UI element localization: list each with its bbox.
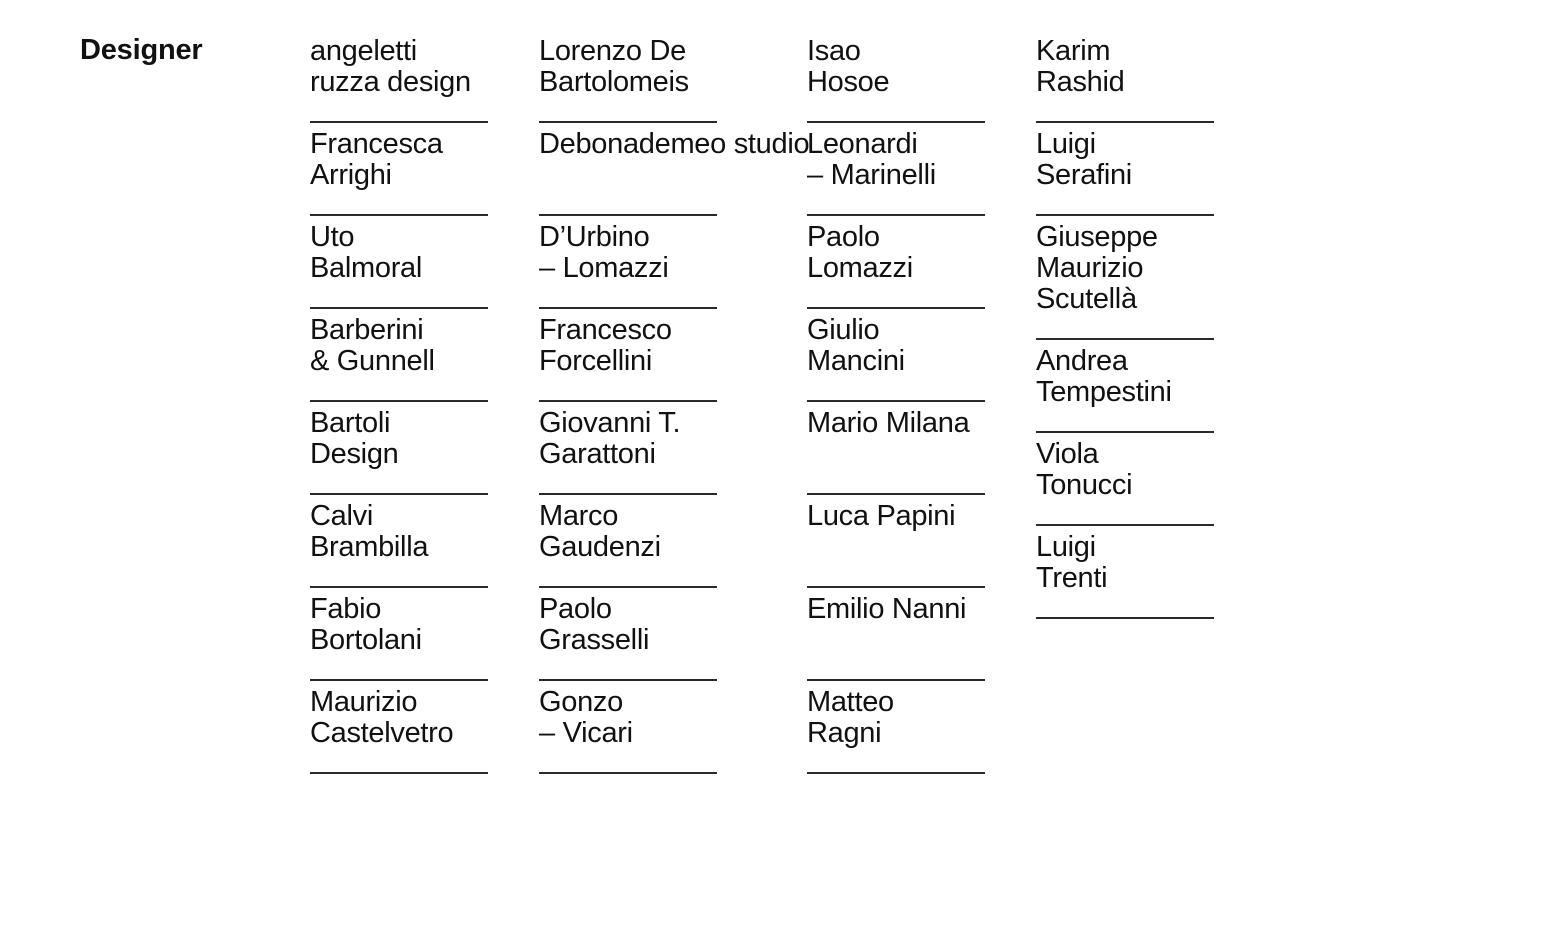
designer-name: Leonardi – Marinelli	[807, 128, 936, 191]
designer-name: Barberini & Gunnell	[310, 314, 435, 377]
designer-link[interactable]	[807, 129, 985, 216]
designer-link[interactable]	[807, 222, 985, 309]
designer-link[interactable]	[539, 408, 717, 495]
designer-name: Giulio Mancini	[807, 314, 905, 377]
designer-link[interactable]	[807, 687, 985, 774]
designer-link[interactable]	[310, 36, 488, 123]
designer-link[interactable]	[539, 687, 717, 774]
designer-name: Andrea Tempestini	[1036, 345, 1172, 408]
designer-link[interactable]	[1036, 222, 1214, 340]
designer-name: Giovanni T. Garattoni	[539, 407, 681, 470]
designer-name: Matteo Ragni	[807, 686, 894, 749]
designer-link[interactable]	[310, 315, 488, 402]
designer-name: Marco Gaudenzi	[539, 500, 661, 563]
designer-name: Debonademeo studio	[539, 128, 810, 160]
designer-link[interactable]	[807, 408, 985, 495]
designer-link[interactable]	[310, 594, 488, 681]
designer-link[interactable]	[1036, 36, 1214, 123]
designer-name: Lorenzo De Bartolomeis	[539, 35, 689, 98]
designer-name: Gonzo – Vicari	[539, 686, 633, 749]
designer-link[interactable]	[1036, 532, 1214, 619]
designer-name: Francesco Forcellini	[539, 314, 672, 377]
designer-name: Paolo Grasselli	[539, 593, 650, 656]
designer-link[interactable]	[310, 501, 488, 588]
designer-name: Fabio Bortolani	[310, 593, 422, 656]
designer-link[interactable]	[807, 594, 985, 681]
designer-link[interactable]	[807, 501, 985, 588]
designer-name: Calvi Brambilla	[310, 500, 429, 563]
designer-link[interactable]	[807, 36, 985, 123]
designer-link[interactable]	[1036, 346, 1214, 433]
section-title-designer: Designer	[80, 34, 203, 66]
designer-link[interactable]	[310, 129, 488, 216]
designer-link[interactable]	[310, 222, 488, 309]
designer-link[interactable]	[539, 36, 717, 123]
designer-link[interactable]	[1036, 439, 1214, 526]
designer-name: Isao Hosoe	[807, 35, 890, 98]
designer-name: Maurizio Castelvetro	[310, 686, 454, 749]
designer-name: angeletti ruzza design	[310, 35, 471, 98]
designer-name: Mario Milana	[807, 407, 970, 439]
designer-link[interactable]	[310, 408, 488, 495]
designer-name: Paolo Lomazzi	[807, 221, 913, 284]
designer-link[interactable]	[539, 128, 810, 216]
designer-column-4	[1036, 36, 1214, 625]
designer-link[interactable]	[539, 315, 717, 402]
designer-link[interactable]	[539, 594, 717, 681]
designer-name: D’Urbino – Lomazzi	[539, 221, 669, 284]
designer-name: Francesca Arrighi	[310, 128, 443, 191]
designer-name: Emilio Nanni	[807, 593, 967, 625]
designer-link[interactable]	[807, 315, 985, 402]
designer-name: Viola Tonucci	[1036, 438, 1133, 501]
designer-link[interactable]	[539, 222, 717, 309]
designer-name: Giuseppe Maurizio Scutellà	[1036, 221, 1158, 315]
designer-column-2	[539, 35, 810, 780]
designer-name: Luigi Serafini	[1036, 128, 1132, 191]
designer-column-3	[807, 36, 985, 780]
designer-link[interactable]	[539, 501, 717, 588]
designer-name: Bartoli Design	[310, 407, 399, 470]
designer-name: Karim Rashid	[1036, 35, 1125, 98]
designer-name: Luigi Trenti	[1036, 531, 1108, 594]
designer-column-1	[310, 36, 488, 780]
designer-name: Uto Balmoral	[310, 221, 423, 284]
designer-name: Luca Papini	[807, 500, 956, 532]
designer-link[interactable]	[310, 687, 488, 774]
designer-link[interactable]	[1036, 129, 1214, 216]
